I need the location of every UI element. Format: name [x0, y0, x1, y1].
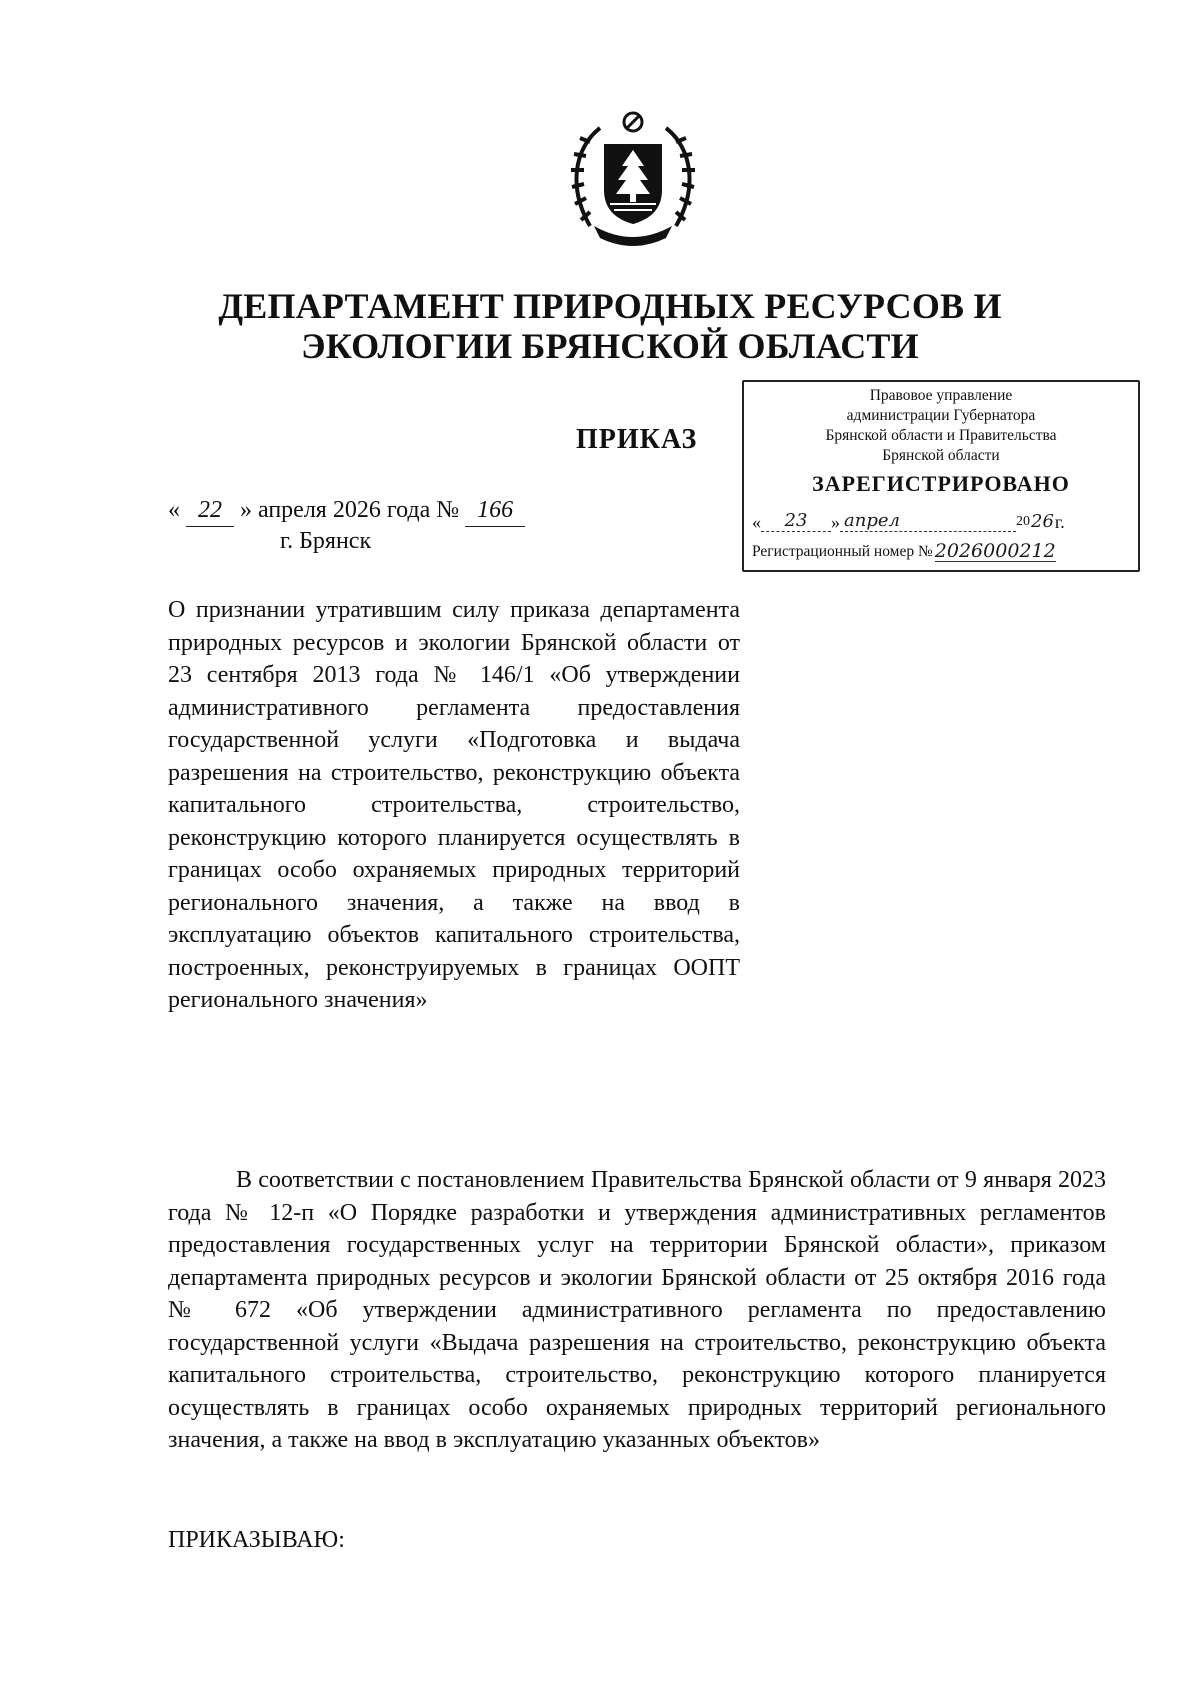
- stamp-org-line: Правовое управление: [869, 387, 1013, 404]
- bryansk-coat-of-arms-icon: [560, 108, 706, 248]
- stamp-reg-number: 2026000212: [934, 540, 1056, 562]
- stamp-reg-number-line: [752, 532, 1130, 562]
- registration-stamp: [742, 380, 1140, 572]
- order-date-line: [168, 494, 525, 527]
- stamp-date-month: апрел: [840, 511, 1016, 532]
- order-body-paragraph: В соответствии с постановлением Правительства Брянской области от 9 января 2023 года № 12-п «О Порядке разработки и утверждения административных регламентов предоставления государственных услуг на территории Брянской области», приказом департамента природных ресурсов и экологии Брянской области от 25 октября 2016 года № 672 «Об утверждении административного регламента по предоставлению государственной услуги «Выдача разрешения на строительство, реконструкцию объекта капитального строительства, строительство, реконструкцию которого планируется осуществлять в границах особо охраняемых природных территорий регионального значения, а также на ввод в эксплуатацию указанных объектов»: [168, 1167, 1106, 1453]
- decree-word: ПРИКАЗЫВАЮ:: [168, 1527, 345, 1553]
- stamp-year-suffix: г.: [1054, 512, 1065, 532]
- stamp-registered-label: ЗАРЕГИСТРИРОВАНО: [812, 471, 1070, 496]
- order-date-open: «: [168, 497, 180, 523]
- stamp-org-line: администрации Губернатора: [846, 407, 1036, 424]
- document-type-title: ПРИКАЗ: [576, 424, 698, 455]
- stamp-date-line: [752, 500, 1130, 532]
- department-title: ДЕПАРТАМЕНТ ПРИРОДНЫХ РЕСУРСОВ И ЭКОЛОГИИ БРЯНСКОЙ ОБЛАСТИ: [218, 286, 1002, 366]
- stamp-org-line: Брянской области и Правительства: [825, 427, 1057, 444]
- stamp-year-prefix: 20: [1016, 514, 1030, 529]
- stamp-reg-label: Регистрационный номер №: [752, 543, 933, 560]
- stamp-date-close: »: [831, 512, 840, 532]
- stamp-date-open: «: [752, 512, 761, 532]
- order-day: 22: [186, 494, 234, 527]
- order-number: 166: [465, 494, 525, 527]
- order-date-rest: » апреля 2026 года №: [240, 497, 460, 523]
- order-subject: О признании утратившим силу приказа департамента природных ресурсов и экологии Брянской области от 23 сентября 2013 года № 146/1 «Об утверждении административного регламента предоставления государственной услуги «Подготовка и выдача разрешения на строительство, реконструкцию объекта капитального строительства, строительство, реконструкцию которого планируется осуществлять в границах особо охраняемых природных территорий регионального значения, а также на ввод в эксплуатацию объектов капитального строительства, построенных, реконструируемых в границах ООПТ регионального значения»: [168, 597, 740, 1013]
- order-city: г. Брянск: [280, 528, 372, 554]
- stamp-date-day: 23: [761, 511, 831, 532]
- stamp-year-hand: 26: [1031, 511, 1054, 532]
- stamp-org-line: Брянской области: [882, 447, 1000, 464]
